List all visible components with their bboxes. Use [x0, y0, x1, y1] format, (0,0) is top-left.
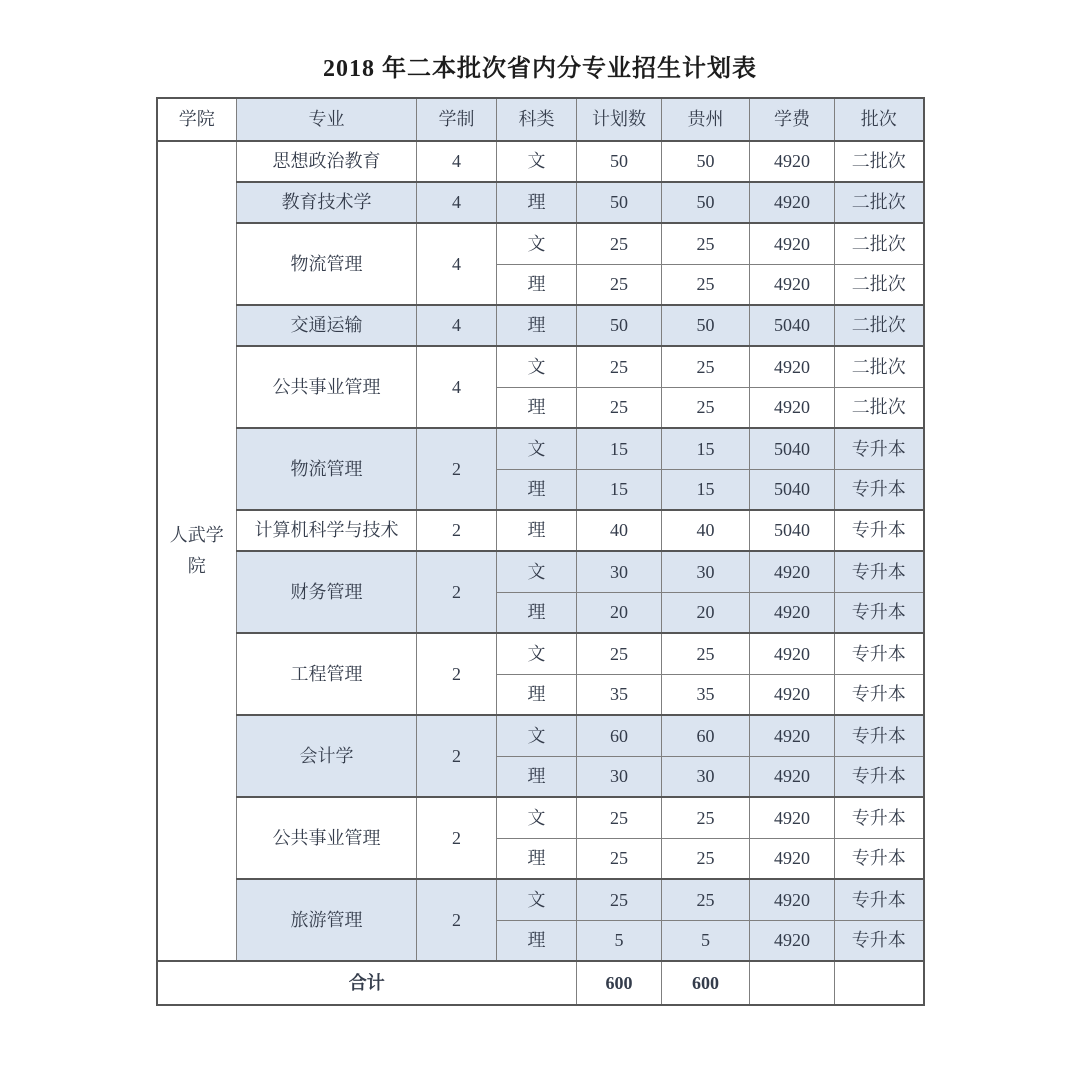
- plan-cell: 50: [577, 305, 662, 346]
- subject-cell: 理: [497, 264, 577, 305]
- guizhou-cell: 50: [662, 141, 750, 182]
- table-row: [157, 141, 924, 182]
- tuition-cell: 4920: [750, 838, 835, 879]
- guizhou-cell: 25: [662, 346, 750, 387]
- major-cell: 计算机科学与技术: [237, 510, 417, 551]
- guizhou-cell: 20: [662, 592, 750, 633]
- subject-cell: 文: [497, 715, 577, 756]
- plan-cell: 35: [577, 674, 662, 715]
- batch-cell: 专升本: [835, 428, 924, 469]
- guizhou-cell: 30: [662, 551, 750, 592]
- batch-cell: 专升本: [835, 674, 924, 715]
- table-row: [157, 510, 924, 551]
- plan-cell: 25: [577, 797, 662, 838]
- tuition-cell: 4920: [750, 551, 835, 592]
- tuition-cell: 4920: [750, 756, 835, 797]
- major-cell: 公共事业管理: [237, 346, 417, 428]
- major-cell: 教育技术学: [237, 182, 417, 223]
- plan-cell: 5: [577, 920, 662, 961]
- subject-cell: 理: [497, 387, 577, 428]
- column-header-batch: 批次: [835, 98, 924, 141]
- table-row: [157, 715, 924, 756]
- major-cell: 公共事业管理: [237, 797, 417, 879]
- plan-cell: 25: [577, 346, 662, 387]
- plan-cell: 50: [577, 141, 662, 182]
- admission-plan-table: [156, 97, 925, 1006]
- tuition-cell: 5040: [750, 510, 835, 551]
- major-cell: 工程管理: [237, 633, 417, 715]
- column-header-years: 学制: [417, 98, 497, 141]
- plan-cell: 15: [577, 469, 662, 510]
- total-plan-cell: 600: [577, 961, 662, 1005]
- years-cell: 2: [417, 797, 497, 879]
- plan-cell: 25: [577, 264, 662, 305]
- guizhou-cell: 5: [662, 920, 750, 961]
- batch-cell: 二批次: [835, 387, 924, 428]
- plan-cell: 20: [577, 592, 662, 633]
- batch-cell: 专升本: [835, 551, 924, 592]
- column-header-college: 学院: [157, 98, 237, 141]
- plan-cell: 25: [577, 633, 662, 674]
- major-cell: 物流管理: [237, 428, 417, 510]
- tuition-cell: 5040: [750, 428, 835, 469]
- total-guizhou-cell: 600: [662, 961, 750, 1005]
- subject-cell: 理: [497, 510, 577, 551]
- batch-cell: 专升本: [835, 592, 924, 633]
- plan-cell: 25: [577, 838, 662, 879]
- column-header-guizhou: 贵州: [662, 98, 750, 141]
- subject-cell: 理: [497, 674, 577, 715]
- subject-cell: 文: [497, 797, 577, 838]
- column-header-subject: 科类: [497, 98, 577, 141]
- guizhou-cell: 15: [662, 469, 750, 510]
- guizhou-cell: 25: [662, 838, 750, 879]
- tuition-cell: 4920: [750, 797, 835, 838]
- batch-cell: 专升本: [835, 715, 924, 756]
- total-label-cell: 合计: [157, 961, 577, 1005]
- column-header-major: 专业: [237, 98, 417, 141]
- plan-cell: 60: [577, 715, 662, 756]
- guizhou-cell: 35: [662, 674, 750, 715]
- tuition-cell: 4920: [750, 674, 835, 715]
- tuition-cell: 4920: [750, 633, 835, 674]
- table-row: [157, 551, 924, 592]
- batch-cell: 专升本: [835, 756, 924, 797]
- years-cell: 4: [417, 141, 497, 182]
- subject-cell: 文: [497, 428, 577, 469]
- guizhou-cell: 50: [662, 182, 750, 223]
- tuition-cell: 4920: [750, 879, 835, 920]
- tuition-cell: 4920: [750, 141, 835, 182]
- subject-cell: 文: [497, 551, 577, 592]
- table-row: [157, 633, 924, 674]
- subject-cell: 文: [497, 346, 577, 387]
- batch-cell: 二批次: [835, 346, 924, 387]
- plan-cell: 25: [577, 387, 662, 428]
- guizhou-cell: 60: [662, 715, 750, 756]
- table-row: [157, 346, 924, 387]
- tuition-cell: 4920: [750, 264, 835, 305]
- major-cell: 物流管理: [237, 223, 417, 305]
- guizhou-cell: 25: [662, 797, 750, 838]
- guizhou-cell: 25: [662, 264, 750, 305]
- years-cell: 4: [417, 305, 497, 346]
- table-row: [157, 797, 924, 838]
- subject-cell: 理: [497, 920, 577, 961]
- plan-cell: 50: [577, 182, 662, 223]
- major-cell: 交通运输: [237, 305, 417, 346]
- guizhou-cell: 25: [662, 879, 750, 920]
- years-cell: 2: [417, 428, 497, 510]
- subject-cell: 文: [497, 633, 577, 674]
- years-cell: 2: [417, 510, 497, 551]
- major-cell: 财务管理: [237, 551, 417, 633]
- guizhou-cell: 50: [662, 305, 750, 346]
- plan-cell: 40: [577, 510, 662, 551]
- major-cell: 思想政治教育: [237, 141, 417, 182]
- tuition-cell: 5040: [750, 469, 835, 510]
- table-row: [157, 223, 924, 264]
- subject-cell: 理: [497, 592, 577, 633]
- years-cell: 2: [417, 633, 497, 715]
- batch-cell: 专升本: [835, 633, 924, 674]
- batch-cell: 专升本: [835, 469, 924, 510]
- guizhou-cell: 15: [662, 428, 750, 469]
- years-cell: 2: [417, 551, 497, 633]
- years-cell: 4: [417, 346, 497, 428]
- subject-cell: 理: [497, 469, 577, 510]
- table-row: [157, 879, 924, 920]
- guizhou-cell: 30: [662, 756, 750, 797]
- batch-cell: 专升本: [835, 879, 924, 920]
- total-tuition-cell: [750, 961, 835, 1005]
- batch-cell: 专升本: [835, 797, 924, 838]
- plan-cell: 30: [577, 551, 662, 592]
- years-cell: 4: [417, 182, 497, 223]
- batch-cell: 专升本: [835, 510, 924, 551]
- batch-cell: 专升本: [835, 838, 924, 879]
- guizhou-cell: 25: [662, 223, 750, 264]
- subject-cell: 文: [497, 223, 577, 264]
- batch-cell: 二批次: [835, 264, 924, 305]
- header-row: [157, 98, 924, 141]
- years-cell: 4: [417, 223, 497, 305]
- tuition-cell: 4920: [750, 920, 835, 961]
- tuition-cell: 4920: [750, 182, 835, 223]
- years-cell: 2: [417, 879, 497, 961]
- table-row: [157, 305, 924, 346]
- plan-cell: 15: [577, 428, 662, 469]
- plan-cell: 25: [577, 879, 662, 920]
- subject-cell: 理: [497, 182, 577, 223]
- batch-cell: 二批次: [835, 182, 924, 223]
- major-cell: 旅游管理: [237, 879, 417, 961]
- subject-cell: 理: [497, 756, 577, 797]
- major-cell: 会计学: [237, 715, 417, 797]
- batch-cell: 二批次: [835, 305, 924, 346]
- batch-cell: 专升本: [835, 920, 924, 961]
- table-row: [157, 182, 924, 223]
- page-title: 2018 年二本批次省内分专业招生计划表: [323, 56, 757, 82]
- guizhou-cell: 25: [662, 387, 750, 428]
- tuition-cell: 4920: [750, 592, 835, 633]
- table-row: [157, 428, 924, 469]
- column-header-plan: 计划数: [577, 98, 662, 141]
- column-header-tuition: 学费: [750, 98, 835, 141]
- total-batch-cell: [835, 961, 924, 1005]
- subject-cell: 文: [497, 141, 577, 182]
- college-cell: 人武学院: [157, 141, 237, 961]
- subject-cell: 理: [497, 838, 577, 879]
- tuition-cell: 4920: [750, 715, 835, 756]
- batch-cell: 二批次: [835, 141, 924, 182]
- total-row: [157, 961, 924, 1005]
- subject-cell: 理: [497, 305, 577, 346]
- tuition-cell: 4920: [750, 346, 835, 387]
- plan-cell: 30: [577, 756, 662, 797]
- guizhou-cell: 40: [662, 510, 750, 551]
- tuition-cell: 4920: [750, 387, 835, 428]
- years-cell: 2: [417, 715, 497, 797]
- tuition-cell: 4920: [750, 223, 835, 264]
- batch-cell: 二批次: [835, 223, 924, 264]
- plan-cell: 25: [577, 223, 662, 264]
- guizhou-cell: 25: [662, 633, 750, 674]
- tuition-cell: 5040: [750, 305, 835, 346]
- subject-cell: 文: [497, 879, 577, 920]
